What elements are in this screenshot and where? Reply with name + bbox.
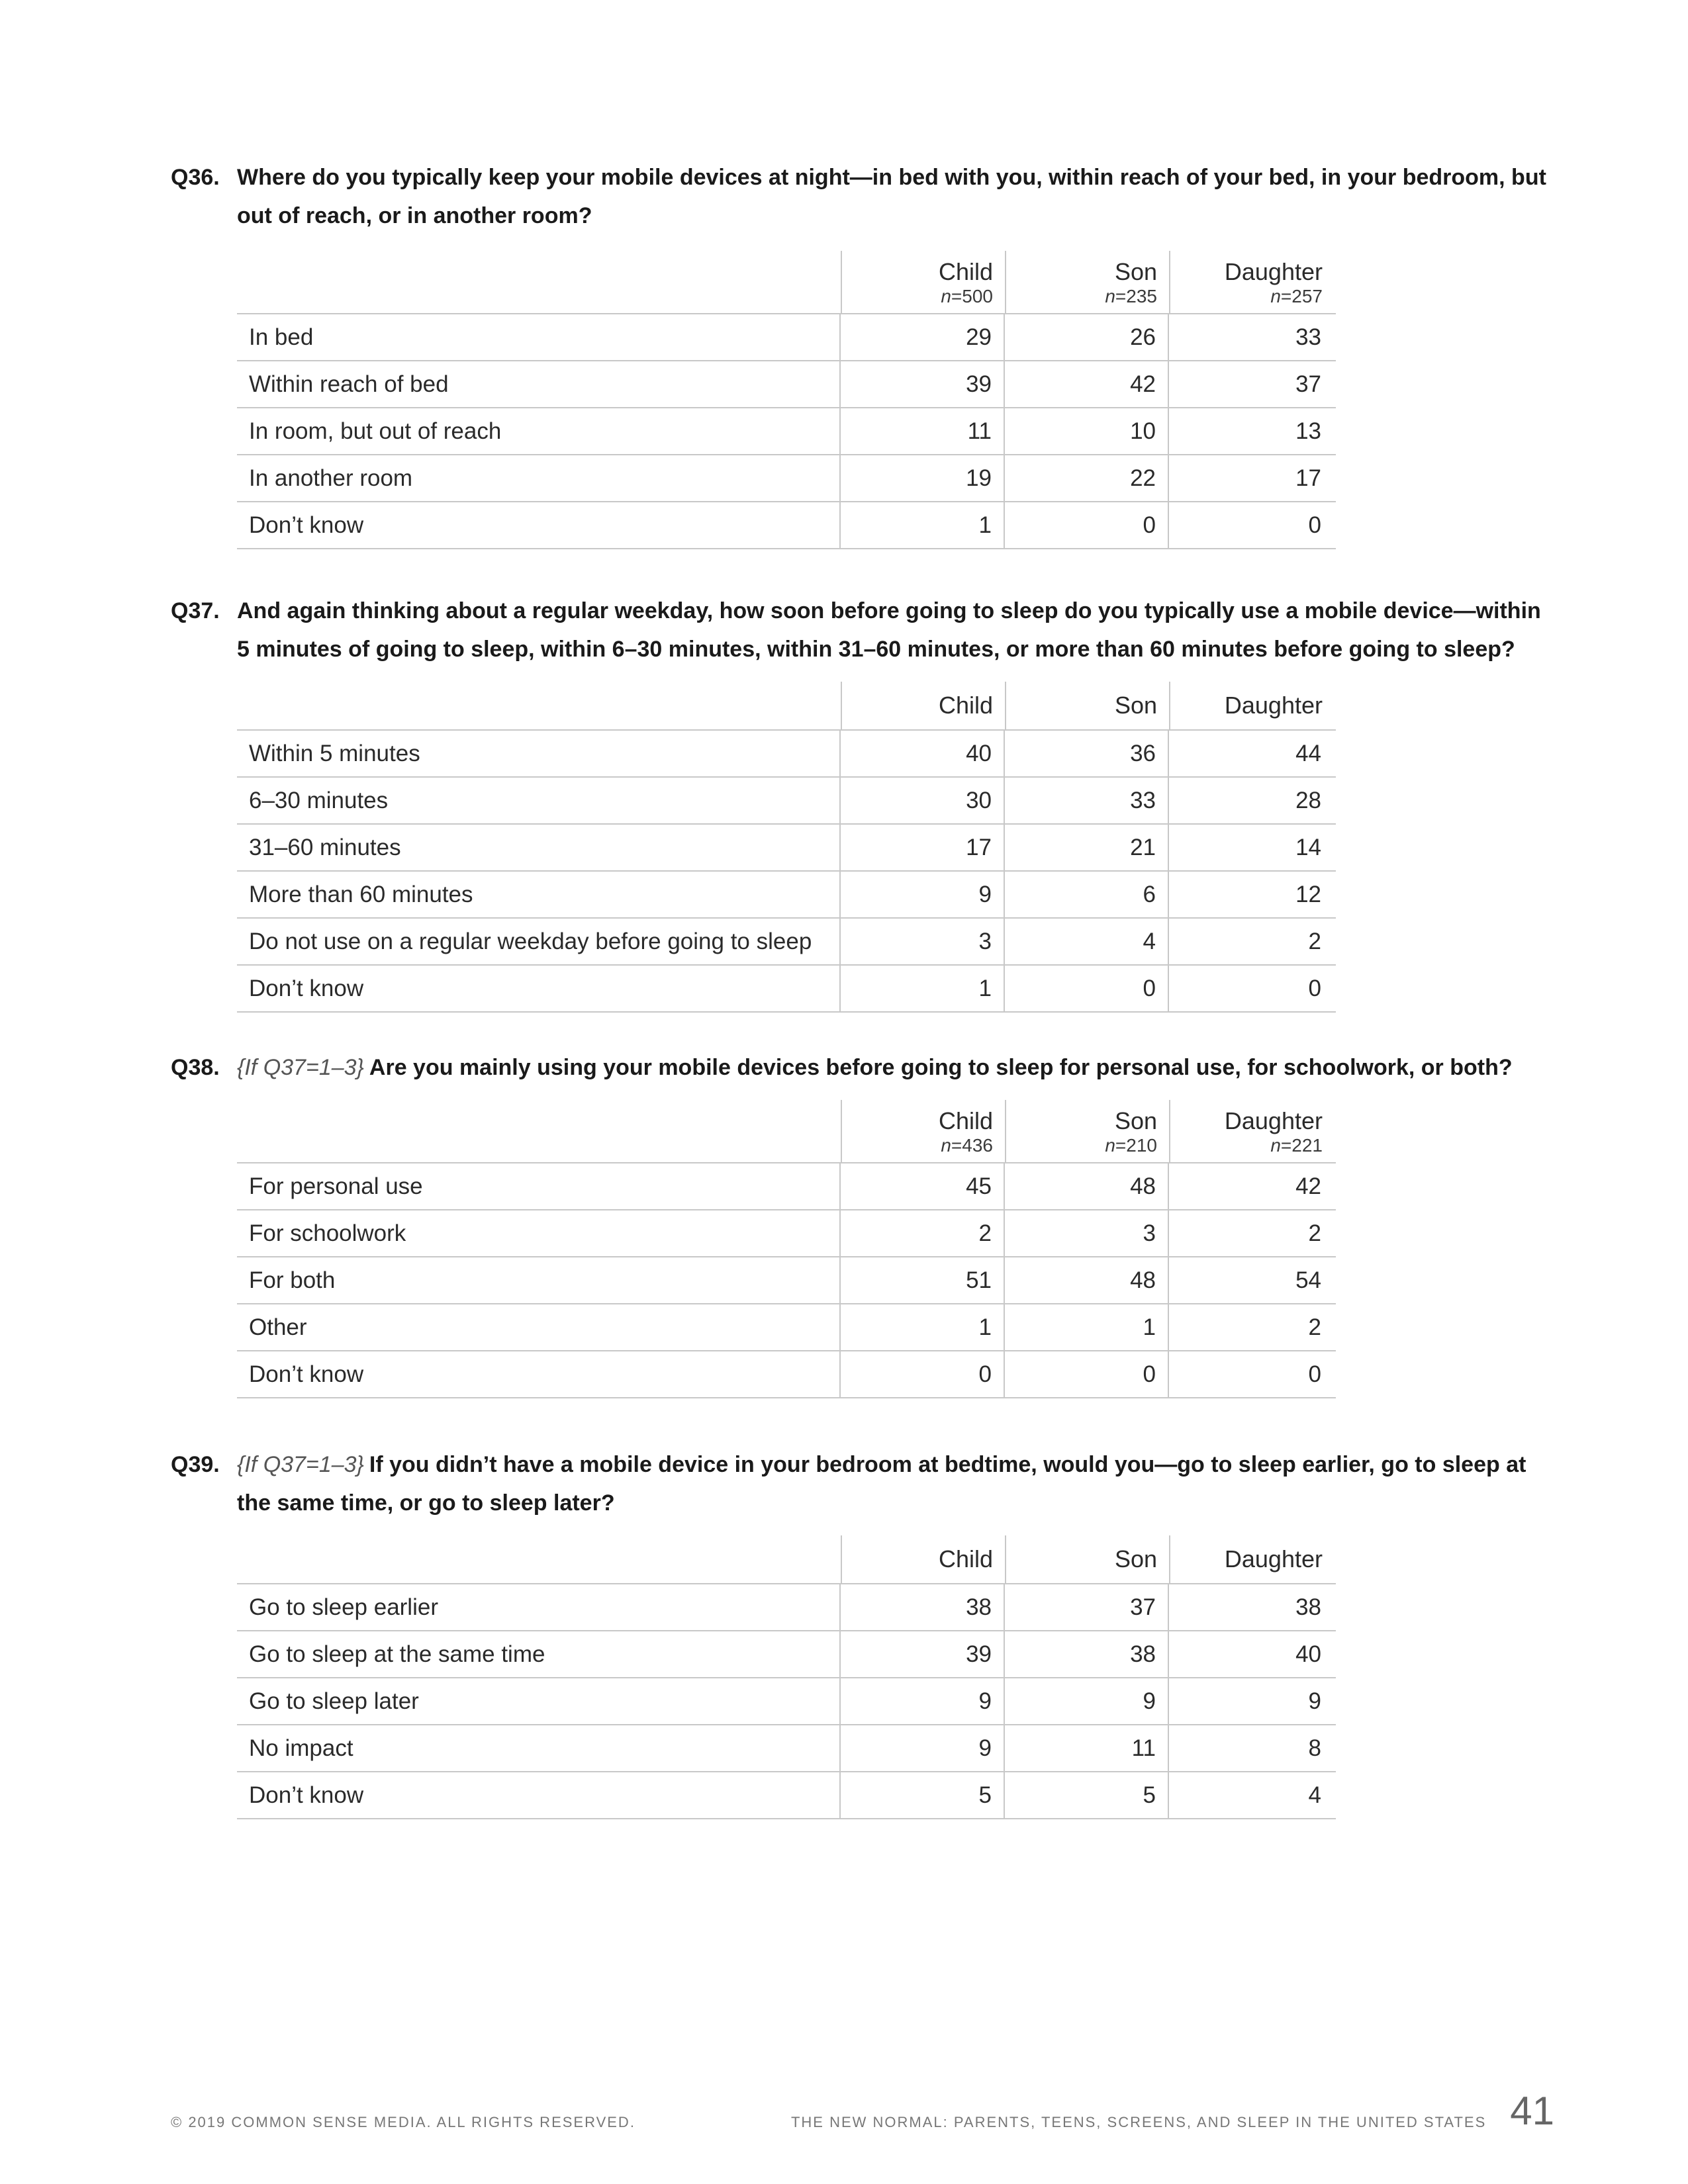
table-row	[237, 455, 1336, 502]
table-row	[237, 1210, 1336, 1257]
cell-daughter: 42	[1295, 1173, 1321, 1199]
cell-daughter: 4	[1308, 1782, 1321, 1808]
cell-child: 30	[841, 778, 1005, 823]
cell-child: 9	[841, 1678, 1005, 1724]
row-label: Go to sleep earlier	[237, 1584, 841, 1630]
results-table	[237, 1535, 1336, 1819]
column-name: Daughter	[1224, 1545, 1323, 1572]
row-label: More than 60 minutes	[237, 872, 841, 917]
cell-child: 5	[841, 1772, 1005, 1818]
cell-child: 1	[841, 966, 1005, 1011]
table-row	[237, 1678, 1336, 1725]
row-label: Go to sleep at the same time	[237, 1631, 841, 1677]
cell-son: 48	[1005, 1257, 1169, 1303]
cell-son: 11	[1005, 1725, 1169, 1771]
row-label: For schoolwork	[237, 1210, 841, 1256]
column-n-value: 210	[1126, 1135, 1157, 1156]
page-footer	[171, 2091, 1554, 2131]
cell-child: 51	[841, 1257, 1005, 1303]
column-name: Child	[938, 258, 993, 285]
cell-son: 22	[1005, 455, 1169, 501]
cell-daughter: 14	[1295, 834, 1321, 860]
cell-son: 38	[1005, 1631, 1169, 1677]
cell-daughter: 38	[1295, 1594, 1321, 1620]
table-row	[237, 1584, 1336, 1631]
header-label-cell	[237, 1100, 842, 1162]
column-n-value: 221	[1291, 1135, 1323, 1156]
cell-daughter: 44	[1295, 740, 1321, 766]
question-q36	[171, 158, 1548, 549]
column-child	[842, 1100, 1006, 1162]
column-son	[1006, 1100, 1170, 1162]
table-row	[237, 1772, 1336, 1819]
row-label: Don’t know	[237, 1772, 841, 1818]
cell-daughter: 8	[1308, 1735, 1321, 1761]
row-label: Within 5 minutes	[237, 731, 841, 776]
cell-daughter: 28	[1295, 787, 1321, 813]
table-row	[237, 408, 1336, 455]
question-q37	[171, 592, 1548, 1013]
cell-child: 2	[841, 1210, 1005, 1256]
question-text-body: If you didn’t have a mobile device in your bedroom at bedtime, would you—go to sleep earlier, go to sleep at the same time, or go to sleep later?	[237, 1452, 1526, 1516]
cell-son: 9	[1005, 1678, 1169, 1724]
table-row	[237, 1257, 1336, 1304]
cell-son: 0	[1005, 966, 1169, 1011]
column-name: Child	[938, 692, 993, 719]
cell-child: 29	[841, 314, 1005, 360]
column-n: n=235	[1105, 286, 1157, 306]
cell-child: 38	[841, 1584, 1005, 1630]
question-heading	[171, 592, 1548, 668]
row-label: For both	[237, 1257, 841, 1303]
column-child	[842, 682, 1006, 729]
table-row	[237, 361, 1336, 408]
column-child	[842, 251, 1006, 313]
row-label: In another room	[237, 455, 841, 501]
copyright-notice: © 2019 COMMON SENSE MEDIA. ALL RIGHTS RESERVED.	[171, 2114, 635, 2130]
cell-son: 26	[1005, 314, 1169, 360]
cell-daughter: 13	[1295, 418, 1321, 444]
column-n: n=500	[941, 286, 993, 306]
cell-child: 3	[841, 919, 1005, 964]
question-text	[237, 1445, 1548, 1522]
cell-daughter: 0	[1308, 512, 1321, 538]
cell-son: 42	[1005, 361, 1169, 407]
column-n-value: 436	[962, 1135, 993, 1156]
cell-child: 1	[841, 1304, 1005, 1350]
cell-child: 1	[841, 502, 1005, 548]
question-text	[237, 592, 1548, 668]
column-son	[1006, 682, 1170, 729]
table-row	[237, 919, 1336, 966]
row-label: In room, but out of reach	[237, 408, 841, 454]
cell-child: 19	[841, 455, 1005, 501]
cell-daughter: 54	[1295, 1267, 1321, 1293]
row-label: 6–30 minutes	[237, 778, 841, 823]
cell-child: 0	[841, 1351, 1005, 1397]
page-number: 41	[1510, 2089, 1554, 2133]
cell-son: 21	[1005, 825, 1169, 870]
column-daughter	[1170, 251, 1335, 313]
report-title: THE NEW NORMAL: PARENTS, TEENS, SCREENS, AND SLEEP IN THE UNITED STATES	[790, 2114, 1487, 2130]
cell-son: 33	[1005, 778, 1169, 823]
table-row	[237, 1351, 1336, 1398]
question-heading	[171, 158, 1548, 235]
table-header	[237, 1535, 1336, 1584]
cell-daughter: 9	[1308, 1688, 1321, 1714]
table-row	[237, 1304, 1336, 1351]
cell-child: 39	[841, 361, 1005, 407]
row-label: Don’t know	[237, 966, 841, 1011]
column-n: n=221	[1270, 1135, 1323, 1156]
cell-daughter: 2	[1308, 928, 1321, 954]
question-q38	[171, 1048, 1548, 1398]
column-name: Daughter	[1224, 1107, 1323, 1134]
column-n-value: 500	[962, 286, 993, 306]
cell-child: 9	[841, 872, 1005, 917]
cell-daughter: 0	[1308, 1361, 1321, 1387]
cell-daughter: 12	[1295, 881, 1321, 907]
table-row	[237, 1631, 1336, 1678]
column-son	[1006, 251, 1170, 313]
cell-daughter: 37	[1295, 371, 1321, 397]
table-row	[237, 1163, 1336, 1210]
question-text-body: Are you mainly using your mobile devices before going to sleep for personal use, for schoolwork, or both?	[369, 1055, 1513, 1080]
question-text-body: Where do you typically keep your mobile devices at night—in bed with you, within reach of your bed, in your bedroom, but out of reach, or in another room?	[237, 165, 1546, 228]
row-label: Do not use on a regular weekday before going to sleep	[237, 919, 841, 964]
cell-son: 3	[1005, 1210, 1169, 1256]
column-n: n=210	[1105, 1135, 1157, 1156]
cell-son: 37	[1005, 1584, 1169, 1630]
cell-child: 40	[841, 731, 1005, 776]
column-n: n=257	[1270, 286, 1323, 306]
cell-child: 9	[841, 1725, 1005, 1771]
column-son	[1006, 1535, 1170, 1583]
results-table	[237, 1100, 1336, 1398]
table-row	[237, 314, 1336, 361]
question-text	[237, 1048, 1548, 1087]
row-label: No impact	[237, 1725, 841, 1771]
cell-daughter: 2	[1308, 1220, 1321, 1246]
cell-child: 45	[841, 1163, 1005, 1209]
question-number: Q39.	[171, 1452, 220, 1477]
header-label-cell	[237, 251, 842, 313]
results-table	[237, 682, 1336, 1013]
column-name: Son	[1114, 1107, 1157, 1134]
cell-daughter: 0	[1308, 975, 1321, 1001]
cell-daughter: 40	[1295, 1641, 1321, 1667]
table-row	[237, 825, 1336, 872]
question-q39	[171, 1445, 1548, 1819]
cell-son: 36	[1005, 731, 1169, 776]
cell-daughter: 17	[1295, 465, 1321, 491]
cell-child: 39	[841, 1631, 1005, 1677]
row-label: In bed	[237, 314, 841, 360]
row-label: Go to sleep later	[237, 1678, 841, 1724]
row-label: Don’t know	[237, 502, 841, 548]
column-name: Son	[1114, 1545, 1157, 1572]
question-number: Q38.	[171, 1055, 220, 1080]
question-heading	[171, 1445, 1548, 1522]
cell-son: 0	[1005, 502, 1169, 548]
question-condition: {If Q37=1–3}	[237, 1055, 364, 1080]
column-name: Daughter	[1224, 258, 1323, 285]
question-text-body: And again thinking about a regular weekday, how soon before going to sleep do you typically use a mobile device—within 5 minutes of going to sleep, within 6–30 minutes, within 31–60 minutes, or more than 60 minutes before going to sleep?	[237, 598, 1541, 662]
row-label: Other	[237, 1304, 841, 1350]
column-n-value: 257	[1291, 286, 1323, 306]
header-label-cell	[237, 682, 842, 729]
cell-son: 48	[1005, 1163, 1169, 1209]
cell-son: 6	[1005, 872, 1169, 917]
column-n-value: 235	[1126, 286, 1157, 306]
row-label: Within reach of bed	[237, 361, 841, 407]
column-child	[842, 1535, 1006, 1583]
question-heading	[171, 1048, 1548, 1087]
column-name: Daughter	[1224, 692, 1323, 719]
column-name: Son	[1114, 692, 1157, 719]
column-name: Child	[938, 1545, 993, 1572]
cell-child: 11	[841, 408, 1005, 454]
cell-daughter: 2	[1308, 1314, 1321, 1340]
column-daughter	[1170, 1535, 1335, 1583]
cell-son: 0	[1005, 1351, 1169, 1397]
row-label: 31–60 minutes	[237, 825, 841, 870]
cell-child: 17	[841, 825, 1005, 870]
results-table	[237, 251, 1336, 549]
question-number: Q37.	[171, 598, 220, 623]
table-header	[237, 682, 1336, 731]
cell-son: 5	[1005, 1772, 1169, 1818]
column-n: n=436	[941, 1135, 993, 1156]
column-name: Child	[938, 1107, 993, 1134]
row-label: Don’t know	[237, 1351, 841, 1397]
table-header	[237, 251, 1336, 314]
table-row	[237, 1725, 1336, 1772]
column-daughter	[1170, 1100, 1335, 1162]
column-daughter	[1170, 682, 1335, 729]
column-name: Son	[1114, 258, 1157, 285]
question-condition: {If Q37=1–3}	[237, 1452, 364, 1477]
table-header	[237, 1100, 1336, 1163]
table-row	[237, 731, 1336, 778]
row-label: For personal use	[237, 1163, 841, 1209]
header-label-cell	[237, 1535, 842, 1583]
cell-daughter: 33	[1295, 324, 1321, 350]
table-row	[237, 502, 1336, 549]
table-row	[237, 778, 1336, 825]
cell-son: 10	[1005, 408, 1169, 454]
table-row	[237, 872, 1336, 919]
cell-son: 4	[1005, 919, 1169, 964]
cell-son: 1	[1005, 1304, 1169, 1350]
table-row	[237, 966, 1336, 1013]
question-number: Q36.	[171, 165, 220, 190]
question-text	[237, 158, 1548, 235]
